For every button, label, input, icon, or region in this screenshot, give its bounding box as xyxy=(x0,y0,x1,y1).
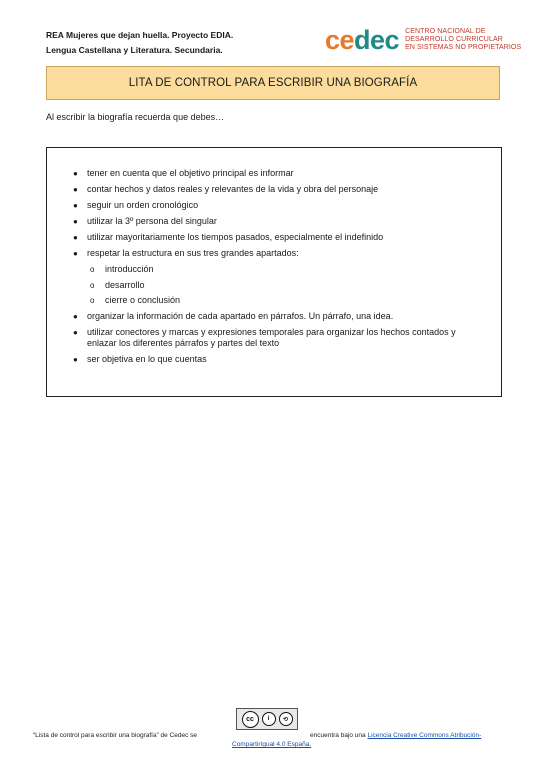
list-item xyxy=(73,232,483,243)
list-item-text: contar hechos y datos reales y relevantes de la vida y obra del personaje xyxy=(87,184,379,194)
list-item xyxy=(73,327,483,349)
bullet-icon: ● xyxy=(73,327,78,337)
logo-text-line-1: CENTRO NACIONAL DE xyxy=(405,28,486,35)
sub-list-item xyxy=(73,280,483,291)
page-title: LITA DE CONTROL PARA ESCRIBIR UNA BIOGRAFÍA xyxy=(128,77,418,89)
footer-license-line2 xyxy=(232,741,311,748)
list-item xyxy=(73,200,483,211)
checklist xyxy=(73,168,483,370)
document-header xyxy=(46,28,233,58)
footer-license-text xyxy=(310,732,481,739)
bullet-icon: ● xyxy=(73,233,78,242)
hollow-bullet-icon: o xyxy=(90,280,95,290)
bullet-icon: ● xyxy=(73,311,78,321)
bullet-icon: ● xyxy=(73,354,78,364)
sub-list-item-text: desarrollo xyxy=(105,279,145,290)
list-item-text: tener en cuenta que el objetivo principal es informar xyxy=(87,168,294,178)
list-item-text: ser objetiva en lo que cuentas xyxy=(87,353,207,364)
cedec-logo xyxy=(325,26,521,54)
sub-list-item xyxy=(73,295,483,306)
bullet-icon: ● xyxy=(73,217,78,226)
checklist-box xyxy=(46,147,502,397)
license-link-part2[interactable]: CompartirIgual 4.0 España. xyxy=(232,741,312,748)
bullet-icon: ● xyxy=(73,185,78,194)
sub-list-item xyxy=(73,264,483,275)
list-item-text: utilizar mayoritariamente los tiempos pasados, especialmente el indefinido xyxy=(87,232,384,242)
list-item xyxy=(73,184,483,195)
logo-text-line-2: DESARROLLO CURRICULAR xyxy=(405,36,503,43)
list-item-text: seguir un orden cronológico xyxy=(87,200,199,210)
license-link-part1[interactable]: Licencia Creative Commons Atribución- xyxy=(367,732,482,739)
list-item-text: utilizar conectores y marcas y expresiones temporales para organizar los hechos contados y enlazar los diferentes párrafos y partes del texto xyxy=(87,326,456,348)
cc-license-badge[interactable] xyxy=(236,708,298,730)
logo-word-part1: ce xyxy=(325,25,355,55)
logo-wordmark xyxy=(325,26,399,54)
list-item xyxy=(73,216,483,227)
attribution-icon: i xyxy=(262,712,276,726)
logo-subtitle xyxy=(405,28,521,52)
bullet-icon: ● xyxy=(73,249,78,258)
header-line-2: Lengua Castellana y Literatura. Secundaria. xyxy=(46,45,223,55)
list-item-text: organizar la información de cada apartado en párrafos. Un párrafo, una idea. xyxy=(87,310,394,321)
intro-text: Al escribir la biografía recuerda que debes… xyxy=(46,112,225,122)
header-line-1: REA Mujeres que dejan huella. Proyecto EDIA. xyxy=(46,30,234,40)
footer-attribution: “Lista de control para escribir una biografía” de Cedec se xyxy=(33,732,198,739)
sub-list-item-text: introducción xyxy=(105,264,154,274)
creative-commons-icon: cc xyxy=(242,711,259,728)
sub-list-item-text: cierre o conclusión xyxy=(105,295,181,305)
list-item-text: utilizar la 3º persona del singular xyxy=(87,216,217,226)
share-alike-icon: ⟲ xyxy=(279,712,293,726)
list-item xyxy=(73,354,483,365)
bullet-icon: ● xyxy=(73,169,78,178)
list-item xyxy=(73,168,483,179)
footer-license-prefix: encuentra bajo una xyxy=(310,732,366,739)
logo-word-part2: dec xyxy=(354,25,400,55)
hollow-bullet-icon: o xyxy=(90,265,95,274)
hollow-bullet-icon: o xyxy=(90,296,95,305)
logo-text-line-3: EN SISTEMAS NO PROPIETARIOS xyxy=(405,44,522,51)
bullet-icon: ● xyxy=(73,201,78,210)
list-item xyxy=(73,248,483,259)
list-item xyxy=(73,311,483,322)
title-box xyxy=(46,66,500,100)
list-item-text: respetar la estructura en sus tres grandes apartados: xyxy=(87,248,299,258)
